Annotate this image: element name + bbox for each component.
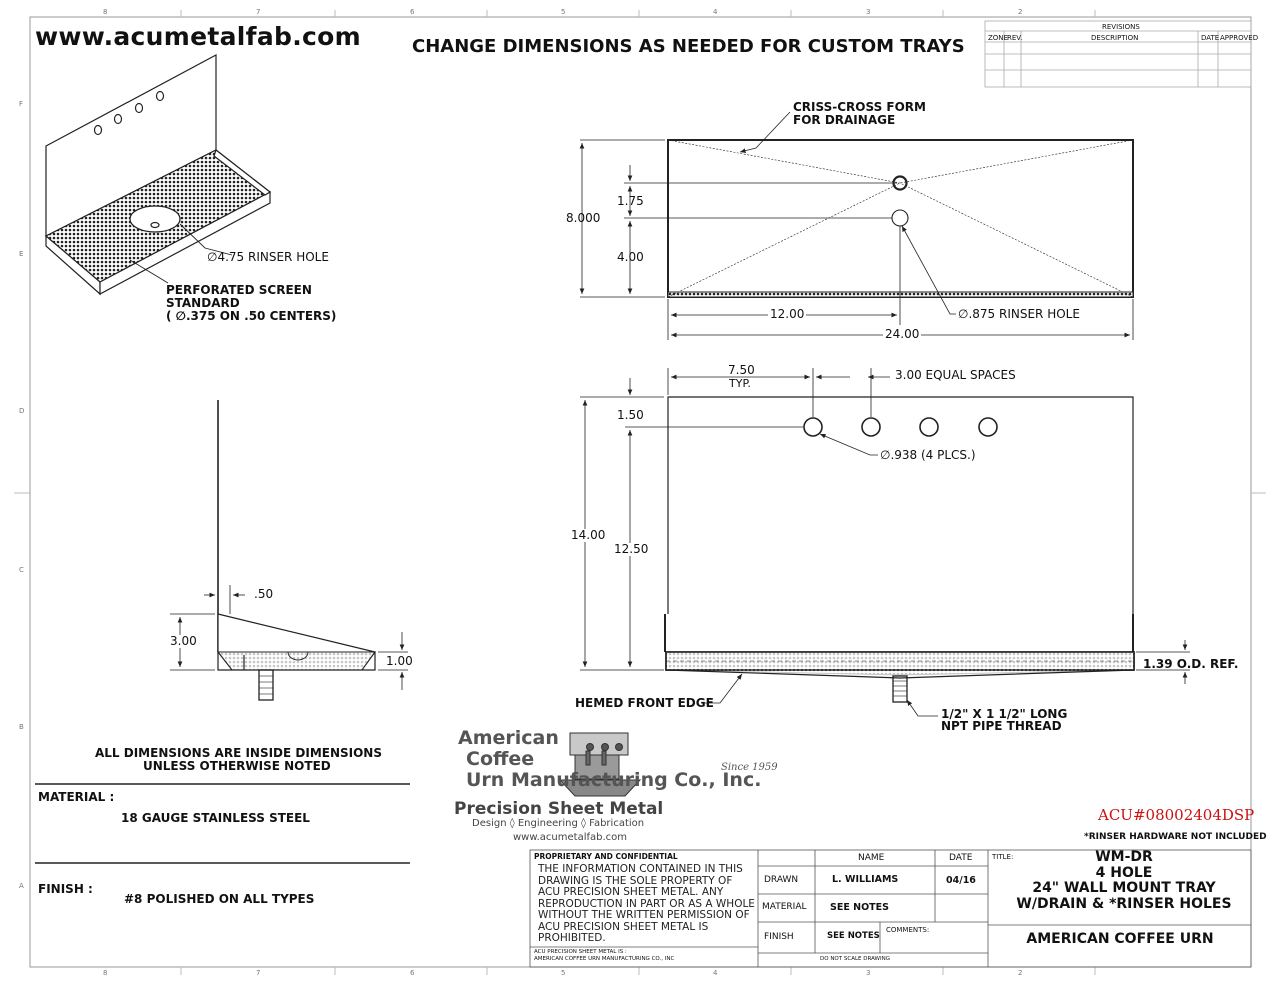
perforated-screen-label: PERFORATED SCREEN xyxy=(166,283,312,297)
dim-1-50: 1.50 xyxy=(617,408,644,422)
revisions-col-description: DESCRIPTION xyxy=(1091,34,1139,42)
od-ref-label: 1.39 O.D. REF. xyxy=(1143,657,1239,671)
dim-1-75: 1.75 xyxy=(617,194,644,208)
proprietary-footer-2: AMERICAN COFFEE URN MANUFACTURING CO., INC xyxy=(534,956,675,962)
logo-tagline: Precision Sheet Metal xyxy=(454,799,664,819)
top-view xyxy=(580,112,1133,340)
dim-typ: TYP. xyxy=(729,377,751,390)
pipe-thread-label-2: NPT PIPE THREAD xyxy=(941,719,1062,733)
dim-4-00: 4.00 xyxy=(617,250,644,264)
company-name: AMERICAN COFFEE URN xyxy=(1026,931,1214,947)
zone-col-3-top: 3 xyxy=(866,8,871,16)
zone-col-8-bottom: 8 xyxy=(103,969,108,977)
finish-value: #8 POLISHED ON ALL TYPES xyxy=(124,892,315,906)
date-column-header: DATE xyxy=(949,853,973,863)
zone-col-3-bottom: 3 xyxy=(866,969,871,977)
zone-row-b: B xyxy=(19,723,24,731)
top-rinser-hole-label: ∅.875 RINSER HOLE xyxy=(958,307,1080,321)
dim-12-50: 12.50 xyxy=(614,542,649,556)
finish-label: FINISH : xyxy=(38,882,93,896)
zone-row-d: D xyxy=(19,407,25,415)
title-line-1: WM-DR xyxy=(1095,849,1153,865)
logo-url: www.acumetalfab.com xyxy=(513,832,628,843)
proprietary-text: THE INFORMATION CONTAINED IN THIS DRAWING IS THE SOLE PROPERTY OF ACU PRECISION SHEET METAL. ANY REPRODUCTION IN PART OR AS A WHOLE WITHOUT THE WRITTEN PERMISSION OF ACU PRECISION SHEET METAL IS PROHIBITED. xyxy=(538,863,755,944)
revisions-col-date: DATE xyxy=(1201,34,1220,42)
title-line-3: 24" WALL MOUNT TRAY xyxy=(1032,880,1216,896)
zone-col-7-bottom: 7 xyxy=(256,969,261,977)
rinser-hardware-note: *RINSER HARDWARE NOT INCLUDED xyxy=(1084,832,1267,842)
logo-since: Since 1959 xyxy=(721,762,778,773)
dim-100: 1.00 xyxy=(386,654,413,668)
zone-row-c: C xyxy=(19,566,24,574)
title-line-4: W/DRAIN & *RINSER HOLES xyxy=(1016,895,1232,912)
part-number: ACU#08002404DSP xyxy=(1098,806,1255,824)
company-logo xyxy=(458,728,761,791)
drawn-date: 04/16 xyxy=(946,875,976,886)
drainage-label: FOR DRAINAGE xyxy=(793,113,896,127)
dim-050: .50 xyxy=(254,587,274,601)
hemmed-edge-label: HEMED FRONT EDGE xyxy=(575,696,714,710)
zone-col-4-bottom: 4 xyxy=(713,969,718,977)
zone-col-7-top: 7 xyxy=(256,8,261,16)
drawing-title xyxy=(1000,850,1248,912)
zone-col-4-top: 4 xyxy=(713,8,718,16)
dim-300: 3.00 xyxy=(170,634,197,648)
zone-row-e: E xyxy=(19,250,24,258)
zone-col-6-top: 6 xyxy=(410,8,415,16)
material-label: MATERIAL : xyxy=(38,790,115,804)
dim-12-00: 12.00 xyxy=(770,307,805,321)
title-line-2: 4 HOLE xyxy=(1095,864,1153,881)
zone-col-8-top: 8 xyxy=(103,8,108,16)
dim-7-50: 7.50 xyxy=(728,363,755,377)
faucet-holes-label: ∅.938 (4 PLCS.) xyxy=(880,448,976,462)
logo-word-american: American xyxy=(458,727,559,749)
title-label: TITLE: xyxy=(992,853,1014,861)
revisions-col-zone: ZONE xyxy=(988,34,1008,42)
iso-rinser-hole-label: ∅4.75 RINSER HOLE xyxy=(207,250,329,264)
logo-word-urn: Urn Manufacturing Co., Inc. xyxy=(466,769,762,791)
perforated-screen-spec: ( ∅.375 ON .50 CENTERS) xyxy=(166,309,337,323)
website-header: www.acumetalfab.com xyxy=(35,22,361,51)
zone-row-f: F xyxy=(19,100,24,108)
zone-col-2-bottom: 2 xyxy=(1018,969,1023,977)
revisions-col-approved: APPROVED xyxy=(1220,34,1259,42)
zone-col-6-bottom: 6 xyxy=(410,969,415,977)
zone-col-5-top: 5 xyxy=(561,8,566,16)
revisions-col-rev: REV. xyxy=(1007,34,1023,42)
proprietary-footer-1: ACU PRECISION SHEET METAL IS : xyxy=(534,949,627,955)
otherwise-noted-note: UNLESS OTHERWISE NOTED xyxy=(143,759,331,773)
side-view xyxy=(170,400,408,700)
finish-row-label: FINISH xyxy=(764,932,794,942)
equal-spaces-label: 3.00 EQUAL SPACES xyxy=(895,368,1016,382)
dim-24-00: 24.00 xyxy=(885,327,920,341)
do-not-scale-note: DO NOT SCALE DRAWING xyxy=(820,956,890,962)
comments-label: COMMENTS: xyxy=(886,926,930,934)
zone-col-2-top: 2 xyxy=(1018,8,1023,16)
finish-row-value: SEE NOTES xyxy=(827,931,880,941)
criss-cross-label: CRISS-CROSS FORM xyxy=(793,100,926,114)
name-column-header: NAME xyxy=(858,853,885,863)
dim-overall-depth: 8.000 xyxy=(566,211,601,225)
material-value: 18 GAUGE STAINLESS STEEL xyxy=(121,811,310,825)
pipe-thread-label-1: 1/2" X 1 1/2" LONG xyxy=(941,707,1068,721)
material-row-label: MATERIAL xyxy=(762,902,807,912)
perforated-screen-standard: STANDARD xyxy=(166,296,240,310)
drawn-name: L. WILLIAMS xyxy=(832,874,899,885)
logo-services: Design ◊ Engineering ◊ Fabrication xyxy=(472,818,645,829)
dim-14-00: 14.00 xyxy=(571,528,606,542)
front-view xyxy=(580,368,1190,716)
material-row-value: SEE NOTES xyxy=(830,902,889,913)
zone-col-5-bottom: 5 xyxy=(561,969,566,977)
logo-word-coffee: Coffee xyxy=(466,748,535,770)
inside-dimensions-note: ALL DIMENSIONS ARE INSIDE DIMENSIONS xyxy=(95,746,382,760)
zone-row-a: A xyxy=(19,882,24,890)
revisions-title: REVISIONS xyxy=(1102,23,1140,31)
custom-trays-note: CHANGE DIMENSIONS AS NEEDED FOR CUSTOM TRAYS xyxy=(412,36,965,57)
drawn-label: DRAWN xyxy=(764,875,799,885)
proprietary-title: PROPRIETARY AND CONFIDENTIAL xyxy=(534,852,678,861)
